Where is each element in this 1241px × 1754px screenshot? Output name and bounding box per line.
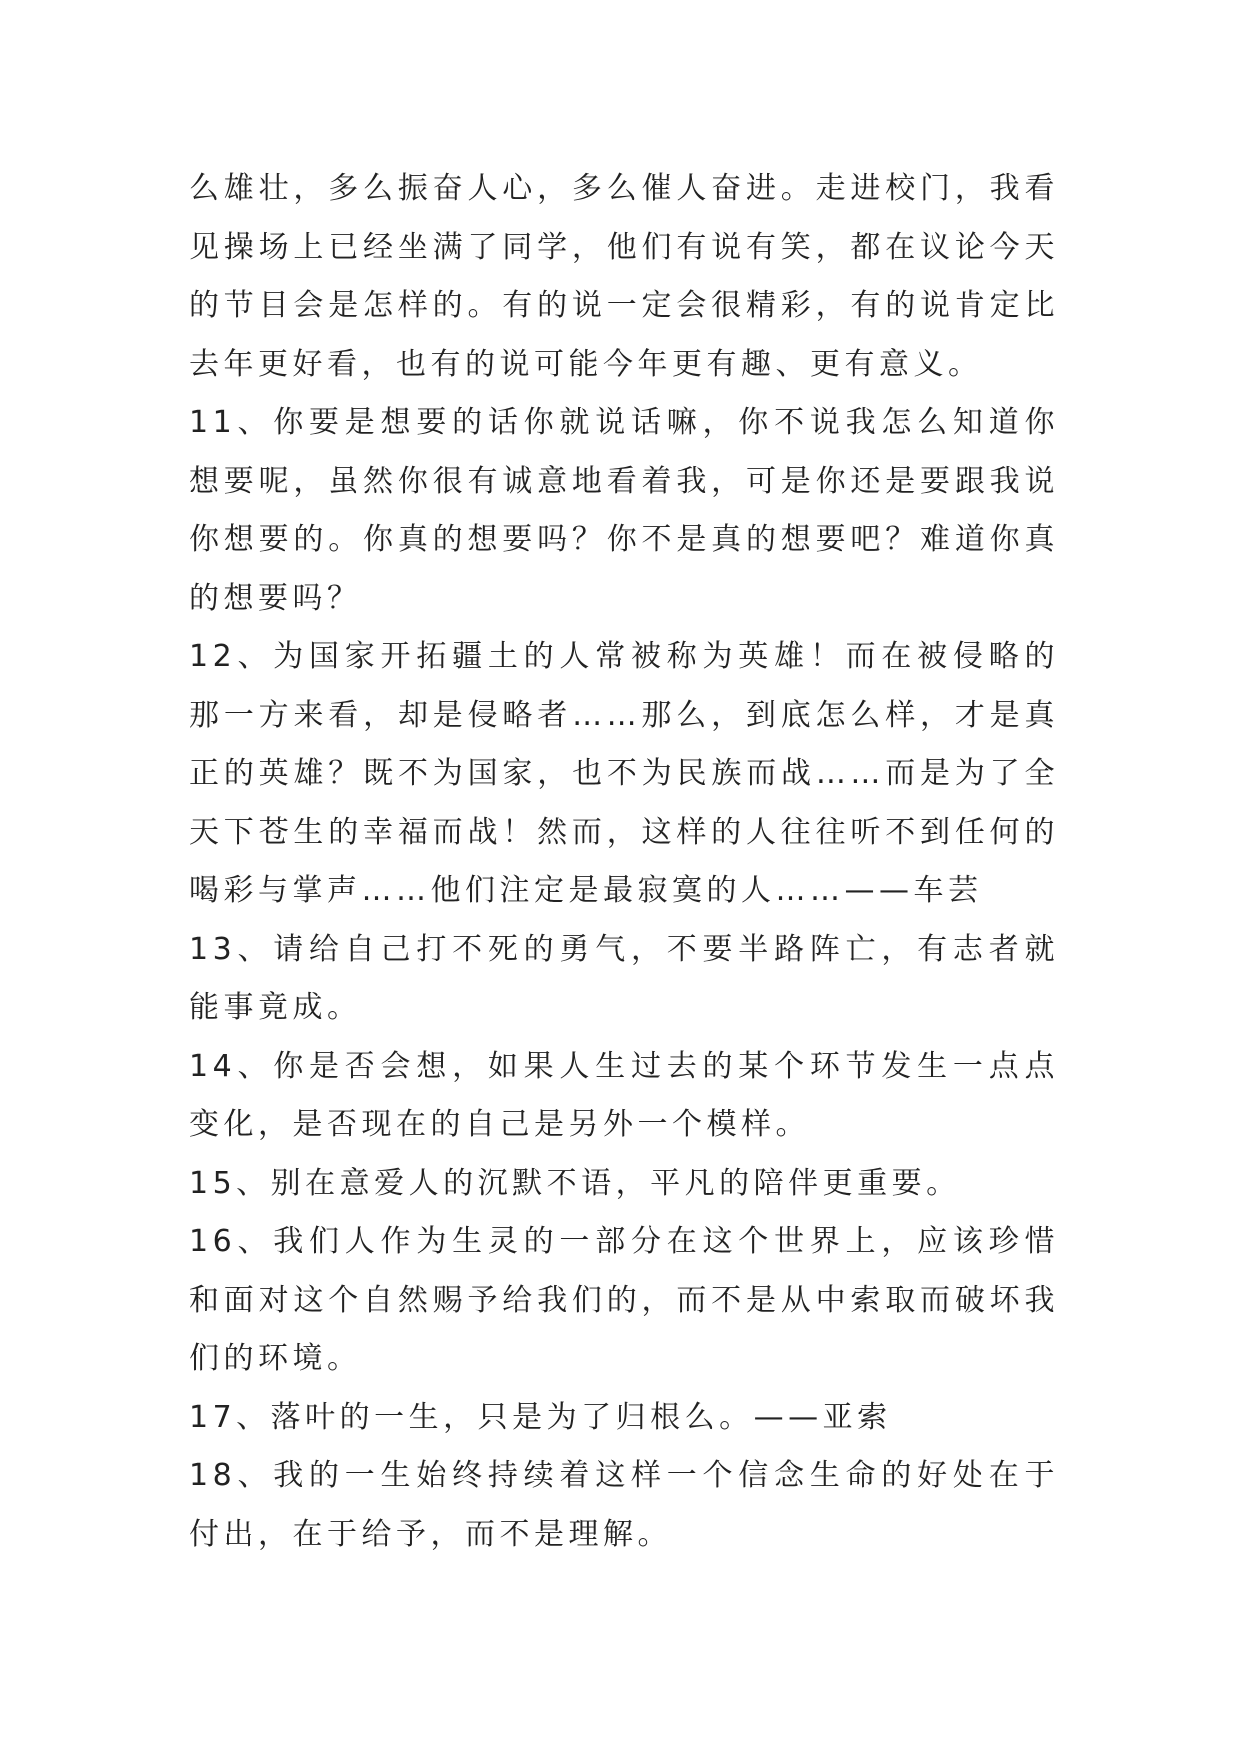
paragraph-13: 13、请给自己打不死的勇气，不要半路阵亡，有志者就能事竟成。 xyxy=(189,931,1059,1025)
paragraph-11: 11、你要是想要的话你就说话嘛，你不说我怎么知道你想要呢，虽然你很有诚意地看着我，可是你还是要跟我说你想要的。你真的想要吗？你不是真的想要吧？难道你真的想要吗？ xyxy=(189,405,1059,616)
paragraph-18: 18、我的一生始终持续着这样一个信念生命的好处在于付出，在于给予，而不是理解。 xyxy=(189,1458,1059,1552)
paragraph-14: 14、你是否会想，如果人生过去的某个环节发生一点点变化，是否现在的自己是另外一个模样。 xyxy=(189,1048,1059,1142)
paragraph-continuation: 么雄壮，多么振奋人心，多么催人奋进。走进校门，我看见操场上已经坐满了同学，他们有说有笑，都在议论今天的节目会是怎样的。有的说一定会很精彩，有的说肯定比去年更好看，也有的说可能今年更有趣、更有意义。 xyxy=(189,171,1059,382)
paragraph-17: 17、落叶的一生，只是为了归根么。——亚索 xyxy=(189,1399,892,1435)
paragraph-12: 12、为国家开拓疆土的人常被称为英雄！而在被侵略的那一方来看，却是侵略者……那么，到底怎么样，才是真正的英雄？既不为国家，也不为民族而战……而是为了全天下苍生的幸福而战！然而，这样的人往往听不到任何的喝彩与掌声……他们注定是最寂寞的人……——车芸 xyxy=(189,639,1059,908)
paragraph-16: 16、我们人作为生灵的一部分在这个世界上，应该珍惜和面对这个自然赐予给我们的，而不是从中索取而破坏我们的环境。 xyxy=(189,1224,1059,1376)
document-body xyxy=(189,160,1059,1564)
paragraph-15: 15、别在意爱人的沉默不语，平凡的陪伴更重要。 xyxy=(189,1165,961,1201)
